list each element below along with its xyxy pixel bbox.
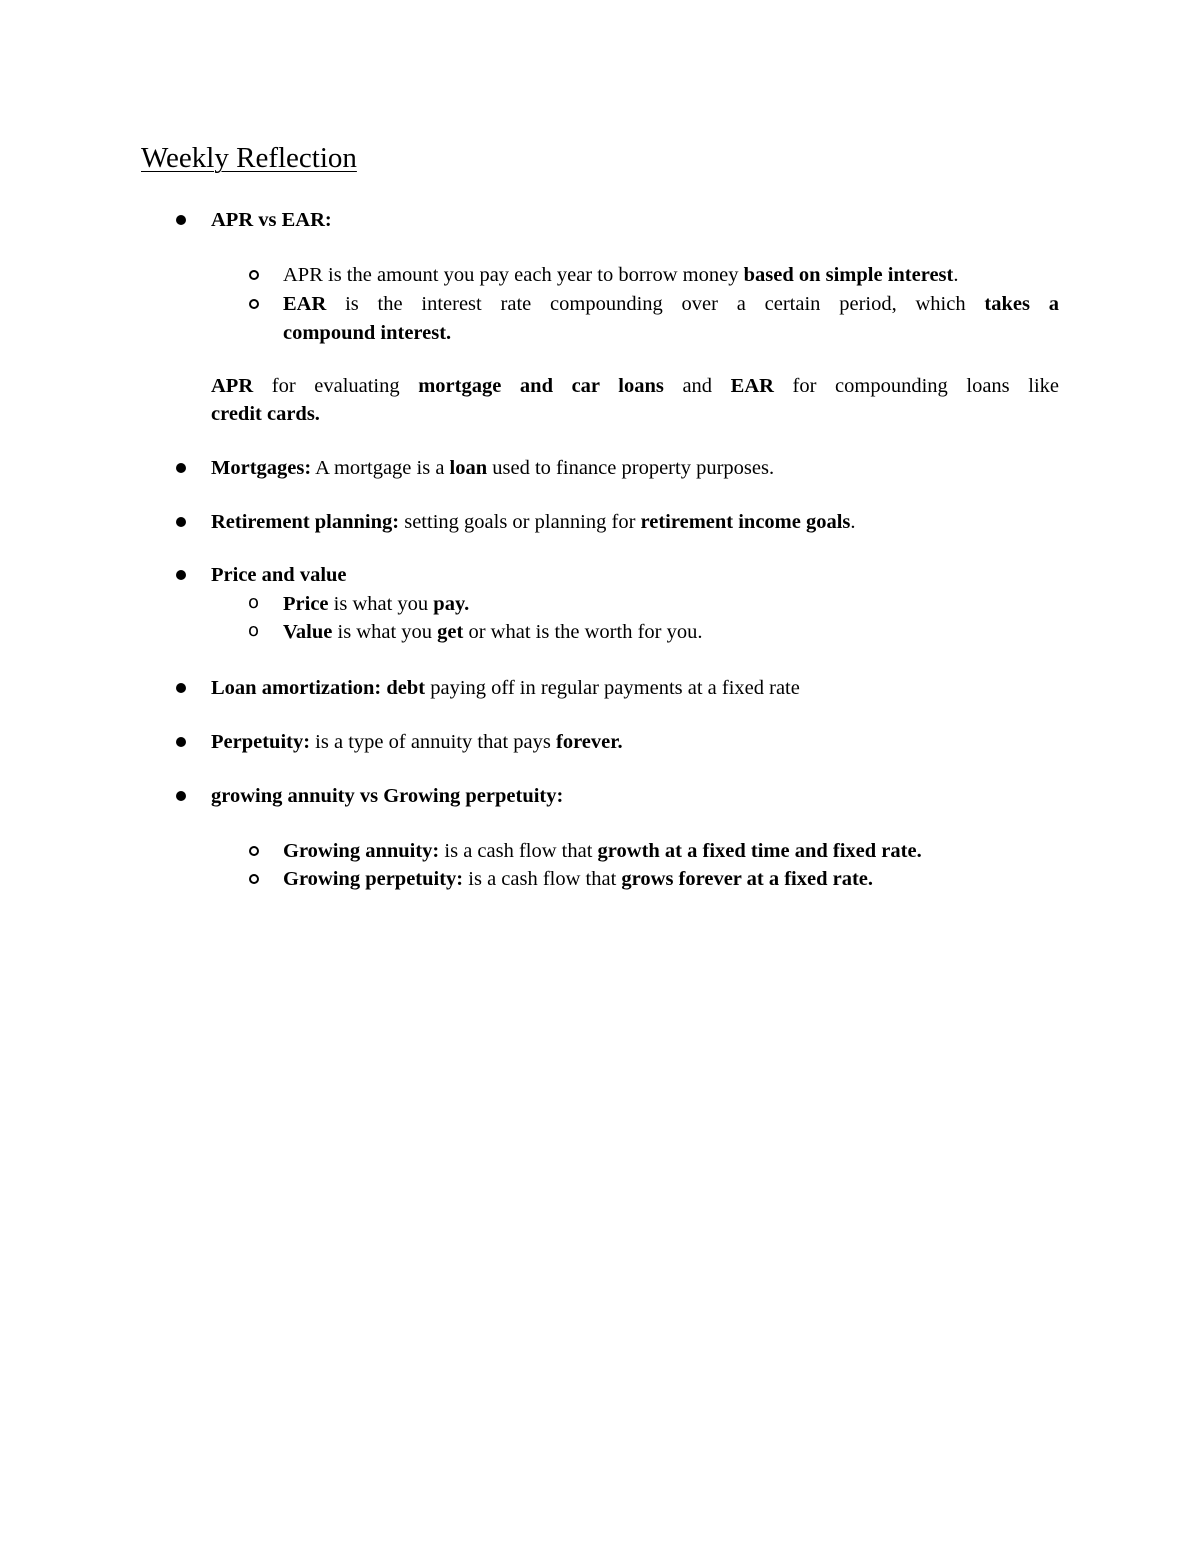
ring-bullet-icon: [249, 299, 259, 309]
ear-definition-line1: EAR is the interest rate compounding over a certain period, which takes a: [283, 293, 1060, 315]
bullet-icon: [176, 517, 186, 527]
growing-perpetuity-definition: Growing perpetuity: is a cash flow that grows forever at a fixed rate.: [283, 868, 874, 890]
ring-bullet-icon: [249, 874, 259, 884]
page-title: Weekly Reflection: [141, 142, 357, 174]
bullet-icon: [176, 215, 186, 225]
mortgages-item: Mortgages: A mortgage is a loan used to finance property purposes.: [211, 457, 775, 479]
growing-annuity-definition: Growing annuity: is a cash flow that growth at a fixed time and fixed rate.: [283, 840, 922, 862]
apr-ear-heading: APR vs EAR:: [211, 209, 332, 231]
bullet-icon: [176, 463, 186, 473]
apr-ear-usage-line2: credit cards.: [211, 403, 320, 425]
bullet-icon: [176, 791, 186, 801]
circle-outline-icon: o: [248, 620, 260, 641]
apr-definition: APR is the amount you pay each year to borrow money based on simple interest.: [283, 264, 959, 286]
perpetuity-item: Perpetuity: is a type of annuity that pays forever.: [211, 731, 623, 753]
growing-heading: growing annuity vs Growing perpetuity:: [211, 785, 564, 807]
apr-ear-usage-line1: APR for evaluating mortgage and car loans and EAR for compounding loans like: [211, 375, 1059, 397]
ring-bullet-icon: [249, 270, 259, 280]
price-value-heading: Price and value: [211, 564, 347, 586]
bullet-icon: [176, 737, 186, 747]
value-definition: Value is what you get or what is the worth for you.: [283, 621, 703, 643]
bullet-icon: [176, 570, 186, 580]
circle-outline-icon: o: [248, 592, 260, 613]
price-definition: Price is what you pay.: [283, 593, 470, 615]
retirement-item: Retirement planning: setting goals or planning for retirement income goals.: [211, 511, 856, 533]
amortization-item: Loan amortization: debt paying off in regular payments at a fixed rate: [211, 677, 800, 699]
ear-definition-line2: compound interest.: [283, 322, 452, 344]
ring-bullet-icon: [249, 846, 259, 856]
bullet-icon: [176, 683, 186, 693]
